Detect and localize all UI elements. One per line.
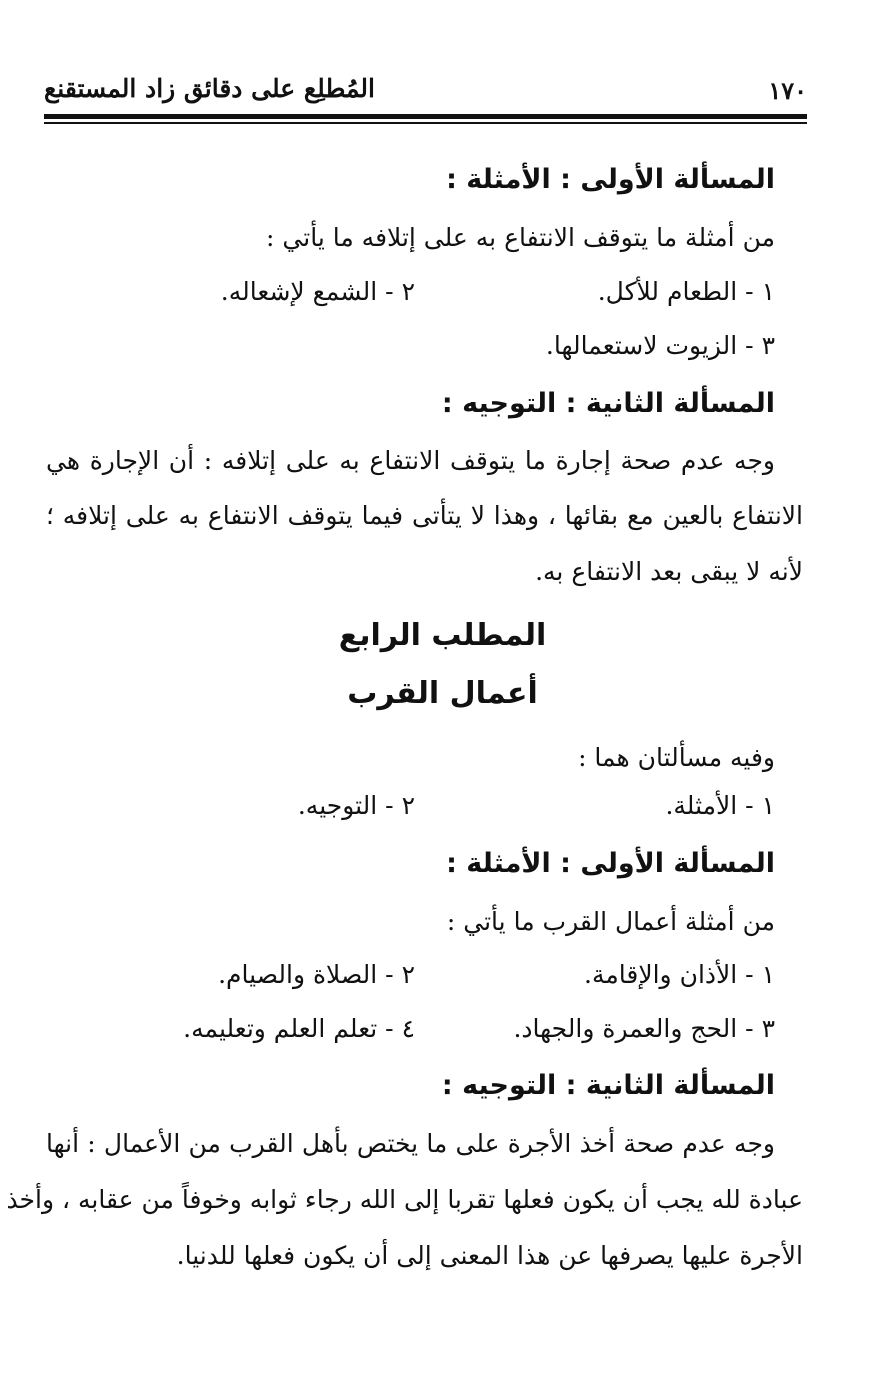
s2-item2: ٢ - التوجيه. [297, 791, 415, 820]
s1-q1-item2: ٢ - الشمع لإشعاله. [220, 277, 415, 306]
s1-q2-line1: وجه عدم صحة إجارة ما يتوقف الانتفاع به على إتلافه : أن الإجارة هي [46, 446, 775, 475]
s2-q2-line1: وجه عدم صحة أخذ الأجرة على ما يختص بأهل القرب من الأعمال : أنها [46, 1129, 775, 1158]
s1-q1-intro: من أمثلة ما يتوقف الانتفاع به على إتلافه ما يأتي : [266, 223, 775, 252]
s2-q1-item3: ٣ - الحج والعمرة والجهاد. [513, 1014, 775, 1043]
page-number: ١٧٠ [768, 76, 807, 105]
running-title: المُطلِع على دقائق زاد المستقنع [44, 74, 375, 103]
s1-q1-heading: المسألة الأولى : الأمثلة : [446, 164, 775, 195]
s2-q1-item4: ٤ - تعلم العلم وتعليمه. [183, 1014, 415, 1043]
s2-q2-line2: عبادة لله يجب أن يكون فعلها تقربا إلى الله رجاء ثوابه وخوفاً من عقابه ، وأخذ [6, 1185, 803, 1214]
s2-q1-heading: المسألة الأولى : الأمثلة : [446, 848, 775, 879]
s1-q1-item1: ١ - الطعام للأكل. [597, 277, 775, 306]
section-title: المطلب الرابع [338, 618, 547, 653]
section-subtitle: أعمال القرب [347, 676, 538, 711]
s1-q2-line2: الانتفاع بالعين مع بقائها ، وهذا لا يتأتى فيما يتوقف الانتفاع به على إتلافه ؛ [46, 501, 803, 530]
s2-q1-intro: من أمثلة أعمال القرب ما يأتي : [446, 907, 775, 936]
header-rule-thick [44, 114, 807, 119]
header-rule-thin [44, 122, 807, 124]
s1-q1-item3: ٣ - الزيوت لاستعمالها. [545, 331, 775, 360]
s1-q2-heading: المسألة الثانية : التوجيه : [441, 388, 775, 419]
s1-q2-line3: لأنه لا يبقى بعد الانتفاع به. [535, 557, 803, 586]
s2-q2-heading: المسألة الثانية : التوجيه : [441, 1070, 775, 1101]
s2-intro: وفيه مسألتان هما : [578, 743, 775, 772]
s2-q1-item2: ٢ - الصلاة والصيام. [218, 960, 415, 989]
page-header [44, 76, 807, 106]
s2-q2-line3: الأجرة عليها يصرفها عن هذا المعنى إلى أن يكون فعلها للدنيا. [176, 1241, 803, 1270]
s2-item1: ١ - الأمثلة. [665, 791, 775, 820]
s2-q1-item1: ١ - الأذان والإقامة. [584, 960, 775, 989]
